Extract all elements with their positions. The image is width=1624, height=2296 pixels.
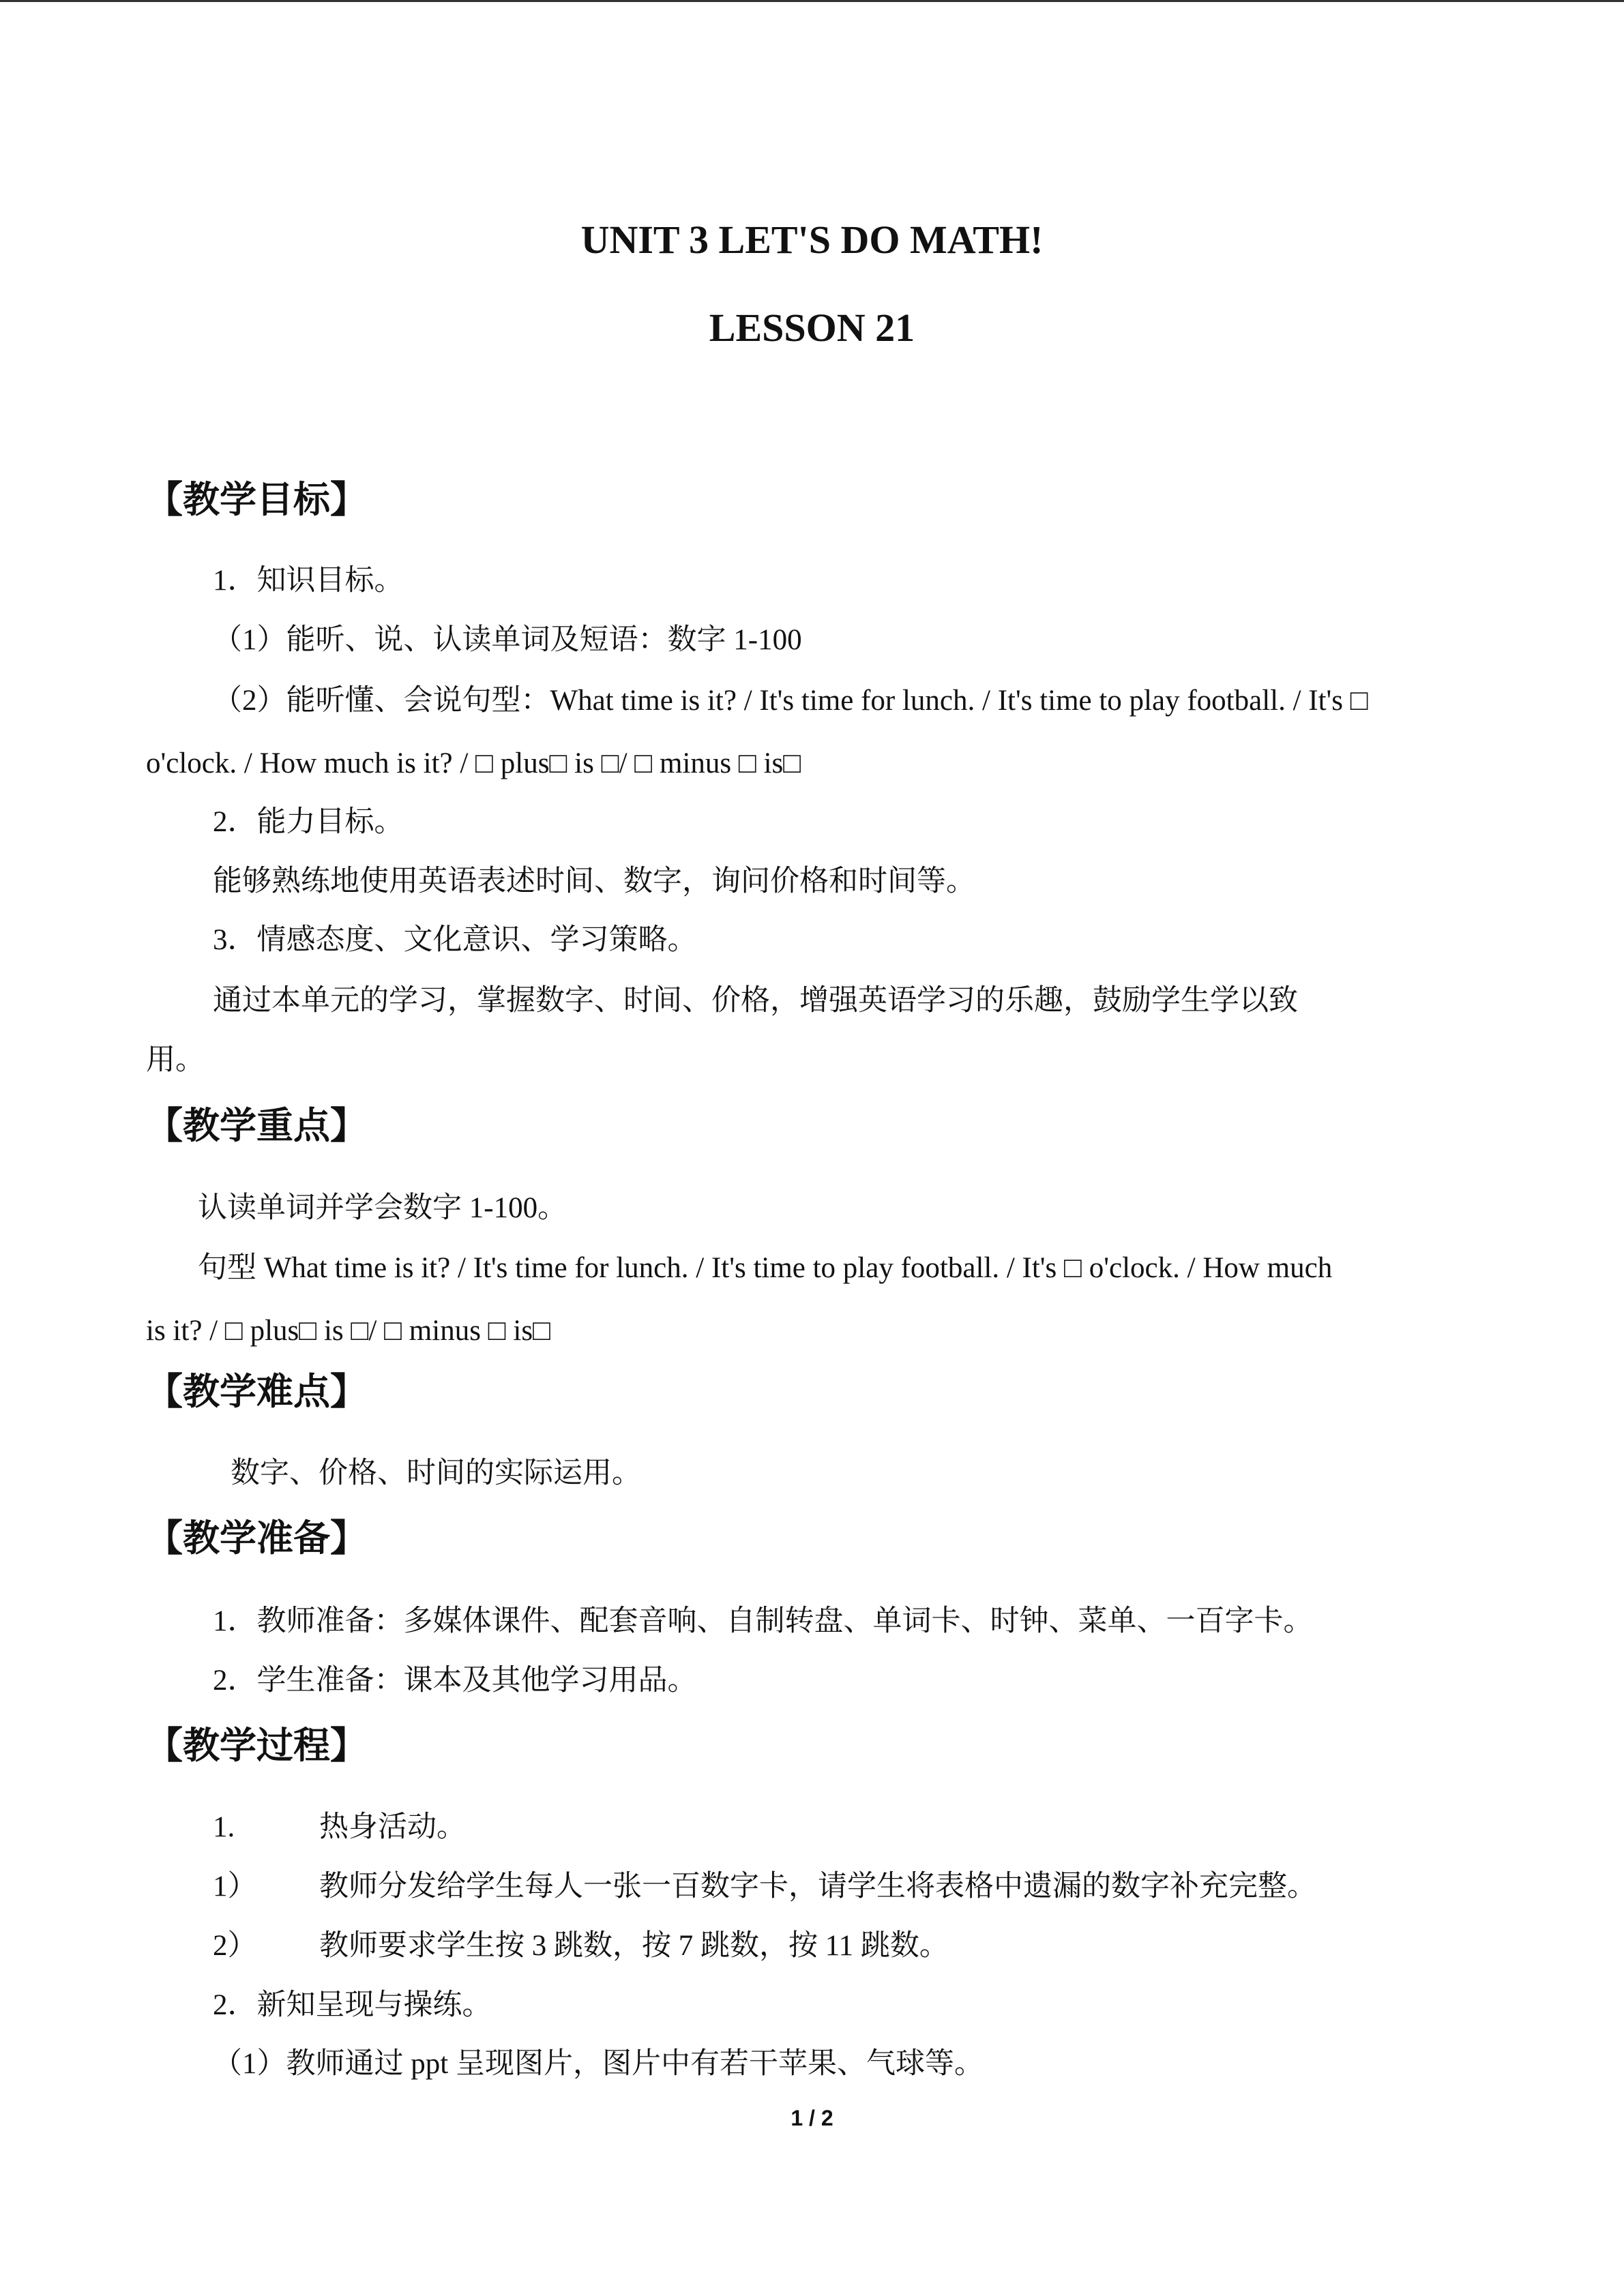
section-heading-objectives: 【教学目标】: [146, 478, 367, 521]
objectives-attitude-text-line2: 用。: [146, 1044, 205, 1076]
objectives-attitude-text-line1: 通过本单元的学习，掌握数字、时间、价格，增强英语学习的乐趣，鼓励学生学以致: [213, 985, 1298, 1017]
objectives-knowledge-label: 1．知识目标。: [213, 565, 404, 597]
key-points-sentences-line1: 句型 What time is it? / It's time for lunch. / It's time to play football. / It's □ o'clock. / How much: [198, 1252, 1333, 1284]
key-points-words: 认读单词并学会数字 1-100。: [198, 1192, 567, 1224]
objectives-ability-label: 2．能力目标。: [213, 806, 404, 838]
objectives-attitude-label: 3．情感态度、文化意识、学习策略。: [213, 924, 697, 956]
objectives-ability-text: 能够熟练地使用英语表述时间、数字，询问价格和时间等。: [213, 865, 975, 897]
page-top-border: [0, 0, 1624, 2]
process-item-label: 2）: [213, 1930, 257, 1962]
preparation-student: 2．学生准备：课本及其他学习用品。: [213, 1665, 697, 1697]
process-new-knowledge-label: 2．新知呈现与操练。: [213, 1989, 492, 2021]
preparation-teacher: 1．教师准备：多媒体课件、配套音响、自制转盘、单词卡、时钟、菜单、一百字卡。: [213, 1605, 1313, 1637]
process-item-text: 教师分发给学生每人一张一百数字卡，请学生将表格中遗漏的数字补充完整。: [319, 1870, 1316, 1903]
document-title-lesson: LESSON 21: [709, 305, 915, 350]
process-item-label: 1）: [213, 1870, 257, 1903]
process-item-text: 热身活动。: [319, 1811, 466, 1843]
section-heading-key-points: 【教学重点】: [146, 1104, 367, 1147]
section-heading-preparation: 【教学准备】: [146, 1517, 367, 1560]
page-number: 1 / 2: [791, 2106, 833, 2130]
objectives-knowledge-1: （1）能听、说、认读单词及短语：数字 1-100: [213, 624, 802, 656]
section-heading-process: 【教学过程】: [146, 1724, 367, 1767]
objectives-knowledge-2-line1: （2）能听懂、会说句型：What time is it? / It's time for lunch. / It's time to play football. / It's □: [213, 685, 1368, 717]
process-new-knowledge-step1: （1）教师通过 ppt 呈现图片，图片中有若干苹果、气球等。: [213, 2048, 984, 2080]
key-points-sentences-line2: is it? / □ plus□ is □/ □ minus □ is□: [146, 1315, 551, 1347]
difficulties-text: 数字、价格、时间的实际运用。: [231, 1457, 641, 1489]
objectives-knowledge-2-line2: o'clock. / How much is it? / □ plus□ is □/ □ minus □ is□: [146, 747, 801, 779]
process-item-text: 教师要求学生按 3 跳数，按 7 跳数，按 11 跳数。: [319, 1930, 949, 1962]
document-title-unit: UNIT 3 LET'S DO MATH!: [580, 218, 1044, 262]
section-heading-difficulties: 【教学难点】: [146, 1370, 367, 1413]
process-item-label: 1.: [213, 1811, 235, 1843]
